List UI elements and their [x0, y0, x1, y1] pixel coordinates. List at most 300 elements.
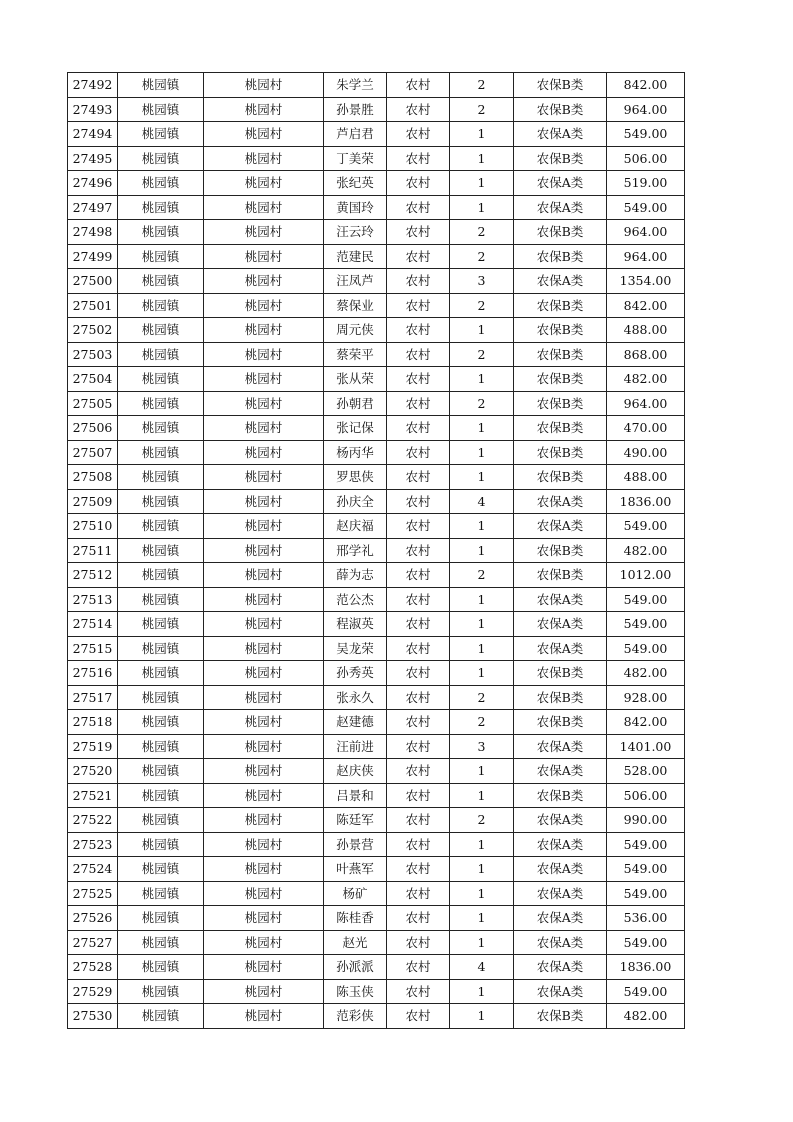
insurance-category-cell: 农保B类 [514, 465, 607, 490]
name-cell: 吴龙荣 [324, 636, 387, 661]
table-row [68, 587, 685, 612]
record-id-cell: 27500 [68, 269, 118, 294]
amount-cell: 506.00 [607, 146, 685, 171]
name-cell: 蔡荣平 [324, 342, 387, 367]
name-cell: 叶燕军 [324, 857, 387, 882]
record-id-cell: 27510 [68, 514, 118, 539]
town-cell: 桃园镇 [118, 489, 204, 514]
name-cell: 汪云玲 [324, 220, 387, 245]
member-count-cell: 1 [450, 122, 514, 147]
member-count-cell: 2 [450, 391, 514, 416]
record-id-cell: 27494 [68, 122, 118, 147]
table-row [68, 342, 685, 367]
household-type-cell: 农村 [387, 514, 450, 539]
village-cell: 桃园村 [204, 612, 324, 637]
town-cell: 桃园镇 [118, 832, 204, 857]
record-id-cell: 27497 [68, 195, 118, 220]
amount-cell: 842.00 [607, 73, 685, 98]
household-type-cell: 农村 [387, 220, 450, 245]
amount-cell: 842.00 [607, 293, 685, 318]
household-type-cell: 农村 [387, 612, 450, 637]
town-cell: 桃园镇 [118, 587, 204, 612]
insurance-category-cell: 农保A类 [514, 171, 607, 196]
village-cell: 桃园村 [204, 538, 324, 563]
amount-cell: 528.00 [607, 759, 685, 784]
insurance-category-cell: 农保B类 [514, 293, 607, 318]
village-cell: 桃园村 [204, 587, 324, 612]
household-type-cell: 农村 [387, 318, 450, 343]
amount-cell: 549.00 [607, 832, 685, 857]
record-id-cell: 27493 [68, 97, 118, 122]
town-cell: 桃园镇 [118, 244, 204, 269]
name-cell: 范公杰 [324, 587, 387, 612]
town-cell: 桃园镇 [118, 122, 204, 147]
name-cell: 邢学礼 [324, 538, 387, 563]
village-cell: 桃园村 [204, 685, 324, 710]
record-id-cell: 27523 [68, 832, 118, 857]
household-type-cell: 农村 [387, 783, 450, 808]
amount-cell: 1012.00 [607, 563, 685, 588]
household-type-cell: 农村 [387, 73, 450, 98]
amount-cell: 549.00 [607, 636, 685, 661]
town-cell: 桃园镇 [118, 930, 204, 955]
name-cell: 范建民 [324, 244, 387, 269]
town-cell: 桃园镇 [118, 979, 204, 1004]
town-cell: 桃园镇 [118, 734, 204, 759]
table-row [68, 783, 685, 808]
household-type-cell: 农村 [387, 881, 450, 906]
village-cell: 桃园村 [204, 930, 324, 955]
village-cell: 桃园村 [204, 171, 324, 196]
insurance-category-cell: 农保A类 [514, 955, 607, 980]
village-cell: 桃园村 [204, 244, 324, 269]
member-count-cell: 1 [450, 146, 514, 171]
member-count-cell: 3 [450, 269, 514, 294]
member-count-cell: 1 [450, 538, 514, 563]
household-type-cell: 农村 [387, 587, 450, 612]
record-id-cell: 27521 [68, 783, 118, 808]
table-row [68, 832, 685, 857]
village-cell: 桃园村 [204, 367, 324, 392]
member-count-cell: 2 [450, 244, 514, 269]
name-cell: 蔡保业 [324, 293, 387, 318]
town-cell: 桃园镇 [118, 440, 204, 465]
table-row [68, 636, 685, 661]
town-cell: 桃园镇 [118, 857, 204, 882]
name-cell: 吕景和 [324, 783, 387, 808]
member-count-cell: 2 [450, 710, 514, 735]
record-id-cell: 27502 [68, 318, 118, 343]
household-type-cell: 农村 [387, 832, 450, 857]
household-type-cell: 农村 [387, 440, 450, 465]
village-cell: 桃园村 [204, 97, 324, 122]
record-id-cell: 27528 [68, 955, 118, 980]
name-cell: 赵光 [324, 930, 387, 955]
record-id-cell: 27526 [68, 906, 118, 931]
member-count-cell: 2 [450, 808, 514, 833]
town-cell: 桃园镇 [118, 391, 204, 416]
insurance-category-cell: 农保B类 [514, 318, 607, 343]
amount-cell: 1836.00 [607, 489, 685, 514]
member-count-cell: 1 [450, 514, 514, 539]
town-cell: 桃园镇 [118, 269, 204, 294]
name-cell: 孙景营 [324, 832, 387, 857]
name-cell: 赵庆侠 [324, 759, 387, 784]
village-cell: 桃园村 [204, 489, 324, 514]
record-id-cell: 27496 [68, 171, 118, 196]
insurance-category-cell: 农保A类 [514, 514, 607, 539]
village-cell: 桃园村 [204, 146, 324, 171]
town-cell: 桃园镇 [118, 367, 204, 392]
table-row [68, 563, 685, 588]
village-cell: 桃园村 [204, 73, 324, 98]
table-row [68, 538, 685, 563]
name-cell: 程淑英 [324, 612, 387, 637]
record-id-cell: 27513 [68, 587, 118, 612]
amount-cell: 470.00 [607, 416, 685, 441]
member-count-cell: 2 [450, 563, 514, 588]
insurance-category-cell: 农保A类 [514, 734, 607, 759]
village-cell: 桃园村 [204, 416, 324, 441]
household-type-cell: 农村 [387, 122, 450, 147]
record-id-cell: 27518 [68, 710, 118, 735]
household-type-cell: 农村 [387, 710, 450, 735]
amount-cell: 842.00 [607, 710, 685, 735]
household-type-cell: 农村 [387, 1004, 450, 1029]
village-cell: 桃园村 [204, 734, 324, 759]
member-count-cell: 1 [450, 881, 514, 906]
amount-cell: 549.00 [607, 881, 685, 906]
record-id-cell: 27511 [68, 538, 118, 563]
record-id-cell: 27525 [68, 881, 118, 906]
village-cell: 桃园村 [204, 759, 324, 784]
town-cell: 桃园镇 [118, 465, 204, 490]
record-id-cell: 27507 [68, 440, 118, 465]
amount-cell: 482.00 [607, 367, 685, 392]
village-cell: 桃园村 [204, 955, 324, 980]
household-type-cell: 农村 [387, 195, 450, 220]
household-type-cell: 农村 [387, 857, 450, 882]
amount-cell: 1836.00 [607, 955, 685, 980]
table-row [68, 489, 685, 514]
member-count-cell: 2 [450, 342, 514, 367]
member-count-cell: 1 [450, 195, 514, 220]
member-count-cell: 1 [450, 636, 514, 661]
household-type-cell: 农村 [387, 367, 450, 392]
amount-cell: 482.00 [607, 1004, 685, 1029]
town-cell: 桃园镇 [118, 146, 204, 171]
insurance-category-cell: 农保A类 [514, 857, 607, 882]
insurance-category-cell: 农保B类 [514, 367, 607, 392]
village-cell: 桃园村 [204, 220, 324, 245]
record-id-cell: 27503 [68, 342, 118, 367]
insurance-category-cell: 农保B类 [514, 146, 607, 171]
household-type-cell: 农村 [387, 930, 450, 955]
table-row [68, 1004, 685, 1029]
village-cell: 桃园村 [204, 293, 324, 318]
village-cell: 桃园村 [204, 636, 324, 661]
household-type-cell: 农村 [387, 465, 450, 490]
member-count-cell: 1 [450, 171, 514, 196]
town-cell: 桃园镇 [118, 906, 204, 931]
household-type-cell: 农村 [387, 293, 450, 318]
table-row [68, 734, 685, 759]
insurance-category-cell: 农保A类 [514, 832, 607, 857]
household-type-cell: 农村 [387, 146, 450, 171]
household-type-cell: 农村 [387, 808, 450, 833]
table-row [68, 808, 685, 833]
amount-cell: 549.00 [607, 514, 685, 539]
member-count-cell: 2 [450, 73, 514, 98]
name-cell: 杨丙华 [324, 440, 387, 465]
town-cell: 桃园镇 [118, 759, 204, 784]
town-cell: 桃园镇 [118, 808, 204, 833]
village-cell: 桃园村 [204, 906, 324, 931]
table-row [68, 906, 685, 931]
record-id-cell: 27504 [68, 367, 118, 392]
member-count-cell: 1 [450, 318, 514, 343]
name-cell: 周元侠 [324, 318, 387, 343]
table-row [68, 97, 685, 122]
village-cell: 桃园村 [204, 465, 324, 490]
insurance-category-cell: 农保A类 [514, 122, 607, 147]
amount-cell: 519.00 [607, 171, 685, 196]
town-cell: 桃园镇 [118, 293, 204, 318]
name-cell: 张纪英 [324, 171, 387, 196]
record-id-cell: 27519 [68, 734, 118, 759]
table-row [68, 612, 685, 637]
village-cell: 桃园村 [204, 342, 324, 367]
member-count-cell: 1 [450, 440, 514, 465]
village-cell: 桃园村 [204, 808, 324, 833]
town-cell: 桃园镇 [118, 538, 204, 563]
insurance-category-cell: 农保B类 [514, 710, 607, 735]
insurance-category-cell: 农保A类 [514, 881, 607, 906]
village-cell: 桃园村 [204, 122, 324, 147]
name-cell: 张记保 [324, 416, 387, 441]
amount-cell: 536.00 [607, 906, 685, 931]
record-id-cell: 27492 [68, 73, 118, 98]
member-count-cell: 1 [450, 906, 514, 931]
member-count-cell: 2 [450, 97, 514, 122]
table-row [68, 293, 685, 318]
town-cell: 桃园镇 [118, 685, 204, 710]
table-row [68, 514, 685, 539]
member-count-cell: 1 [450, 612, 514, 637]
village-cell: 桃园村 [204, 440, 324, 465]
amount-cell: 549.00 [607, 857, 685, 882]
amount-cell: 549.00 [607, 612, 685, 637]
insurance-category-cell: 农保B类 [514, 538, 607, 563]
name-cell: 黄国玲 [324, 195, 387, 220]
table-row [68, 465, 685, 490]
household-type-cell: 农村 [387, 906, 450, 931]
household-type-cell: 农村 [387, 342, 450, 367]
record-id-cell: 27506 [68, 416, 118, 441]
name-cell: 芦启君 [324, 122, 387, 147]
insurance-category-cell: 农保A类 [514, 930, 607, 955]
table-row [68, 440, 685, 465]
amount-cell: 549.00 [607, 930, 685, 955]
household-type-cell: 农村 [387, 661, 450, 686]
household-type-cell: 农村 [387, 489, 450, 514]
name-cell: 罗思侠 [324, 465, 387, 490]
household-type-cell: 农村 [387, 563, 450, 588]
amount-cell: 488.00 [607, 318, 685, 343]
member-count-cell: 2 [450, 685, 514, 710]
amount-cell: 549.00 [607, 195, 685, 220]
member-count-cell: 1 [450, 857, 514, 882]
town-cell: 桃园镇 [118, 881, 204, 906]
amount-cell: 490.00 [607, 440, 685, 465]
table-row [68, 661, 685, 686]
household-type-cell: 农村 [387, 97, 450, 122]
village-cell: 桃园村 [204, 832, 324, 857]
amount-cell: 868.00 [607, 342, 685, 367]
household-type-cell: 农村 [387, 244, 450, 269]
household-type-cell: 农村 [387, 955, 450, 980]
insurance-category-cell: 农保A类 [514, 636, 607, 661]
town-cell: 桃园镇 [118, 416, 204, 441]
village-cell: 桃园村 [204, 195, 324, 220]
table-row [68, 955, 685, 980]
table-row [68, 195, 685, 220]
town-cell: 桃园镇 [118, 342, 204, 367]
record-id-cell: 27524 [68, 857, 118, 882]
town-cell: 桃园镇 [118, 220, 204, 245]
member-count-cell: 1 [450, 587, 514, 612]
insurance-category-cell: 农保B类 [514, 685, 607, 710]
insurance-category-cell: 农保A类 [514, 759, 607, 784]
household-type-cell: 农村 [387, 759, 450, 784]
town-cell: 桃园镇 [118, 318, 204, 343]
insurance-category-cell: 农保B类 [514, 783, 607, 808]
village-cell: 桃园村 [204, 783, 324, 808]
record-id-cell: 27516 [68, 661, 118, 686]
table-row [68, 269, 685, 294]
insurance-category-cell: 农保B类 [514, 1004, 607, 1029]
amount-cell: 549.00 [607, 979, 685, 1004]
household-type-cell: 农村 [387, 391, 450, 416]
record-id-cell: 27508 [68, 465, 118, 490]
record-id-cell: 27499 [68, 244, 118, 269]
insurance-category-cell: 农保B类 [514, 391, 607, 416]
table-row [68, 759, 685, 784]
insurance-category-cell: 农保A类 [514, 587, 607, 612]
record-id-cell: 27522 [68, 808, 118, 833]
record-id-cell: 27529 [68, 979, 118, 1004]
amount-cell: 506.00 [607, 783, 685, 808]
household-type-cell: 农村 [387, 685, 450, 710]
insurance-category-cell: 农保B类 [514, 661, 607, 686]
record-id-cell: 27520 [68, 759, 118, 784]
town-cell: 桃园镇 [118, 955, 204, 980]
member-count-cell: 1 [450, 832, 514, 857]
amount-cell: 549.00 [607, 587, 685, 612]
table-row [68, 979, 685, 1004]
record-id-cell: 27495 [68, 146, 118, 171]
insurance-category-cell: 农保A类 [514, 269, 607, 294]
name-cell: 汪凤芦 [324, 269, 387, 294]
member-count-cell: 1 [450, 416, 514, 441]
name-cell: 陈桂香 [324, 906, 387, 931]
amount-cell: 990.00 [607, 808, 685, 833]
member-count-cell: 1 [450, 661, 514, 686]
record-id-cell: 27505 [68, 391, 118, 416]
table-row [68, 122, 685, 147]
name-cell: 赵庆福 [324, 514, 387, 539]
name-cell: 陈玉侠 [324, 979, 387, 1004]
insurance-category-cell: 农保A类 [514, 489, 607, 514]
village-cell: 桃园村 [204, 1004, 324, 1029]
record-id-cell: 27512 [68, 563, 118, 588]
insurance-category-cell: 农保A类 [514, 808, 607, 833]
member-count-cell: 1 [450, 979, 514, 1004]
village-cell: 桃园村 [204, 514, 324, 539]
household-type-cell: 农村 [387, 734, 450, 759]
name-cell: 孙朝君 [324, 391, 387, 416]
name-cell: 孙秀英 [324, 661, 387, 686]
insurance-category-cell: 农保B类 [514, 220, 607, 245]
record-id-cell: 27509 [68, 489, 118, 514]
town-cell: 桃园镇 [118, 171, 204, 196]
town-cell: 桃园镇 [118, 612, 204, 637]
member-count-cell: 3 [450, 734, 514, 759]
village-cell: 桃园村 [204, 857, 324, 882]
village-cell: 桃园村 [204, 710, 324, 735]
member-count-cell: 1 [450, 759, 514, 784]
village-cell: 桃园村 [204, 661, 324, 686]
member-count-cell: 1 [450, 1004, 514, 1029]
record-id-cell: 27527 [68, 930, 118, 955]
insurance-category-cell: 农保B类 [514, 97, 607, 122]
household-type-cell: 农村 [387, 979, 450, 1004]
insurance-category-cell: 农保B类 [514, 416, 607, 441]
town-cell: 桃园镇 [118, 783, 204, 808]
member-count-cell: 2 [450, 220, 514, 245]
amount-cell: 482.00 [607, 661, 685, 686]
member-count-cell: 1 [450, 465, 514, 490]
insurance-category-cell: 农保B类 [514, 440, 607, 465]
town-cell: 桃园镇 [118, 97, 204, 122]
amount-cell: 1401.00 [607, 734, 685, 759]
amount-cell: 964.00 [607, 244, 685, 269]
table-row [68, 930, 685, 955]
records-table [67, 72, 685, 1029]
amount-cell: 549.00 [607, 122, 685, 147]
amount-cell: 964.00 [607, 220, 685, 245]
table-row [68, 685, 685, 710]
table-row [68, 391, 685, 416]
table-row [68, 171, 685, 196]
town-cell: 桃园镇 [118, 563, 204, 588]
village-cell: 桃园村 [204, 391, 324, 416]
name-cell: 孙庆全 [324, 489, 387, 514]
member-count-cell: 1 [450, 930, 514, 955]
town-cell: 桃园镇 [118, 195, 204, 220]
record-id-cell: 27515 [68, 636, 118, 661]
name-cell: 朱学兰 [324, 73, 387, 98]
record-id-cell: 27514 [68, 612, 118, 637]
table-row [68, 73, 685, 98]
name-cell: 范彩侠 [324, 1004, 387, 1029]
member-count-cell: 1 [450, 783, 514, 808]
table-row [68, 220, 685, 245]
table-row [68, 318, 685, 343]
table-row [68, 710, 685, 735]
insurance-category-cell: 农保A类 [514, 195, 607, 220]
town-cell: 桃园镇 [118, 636, 204, 661]
